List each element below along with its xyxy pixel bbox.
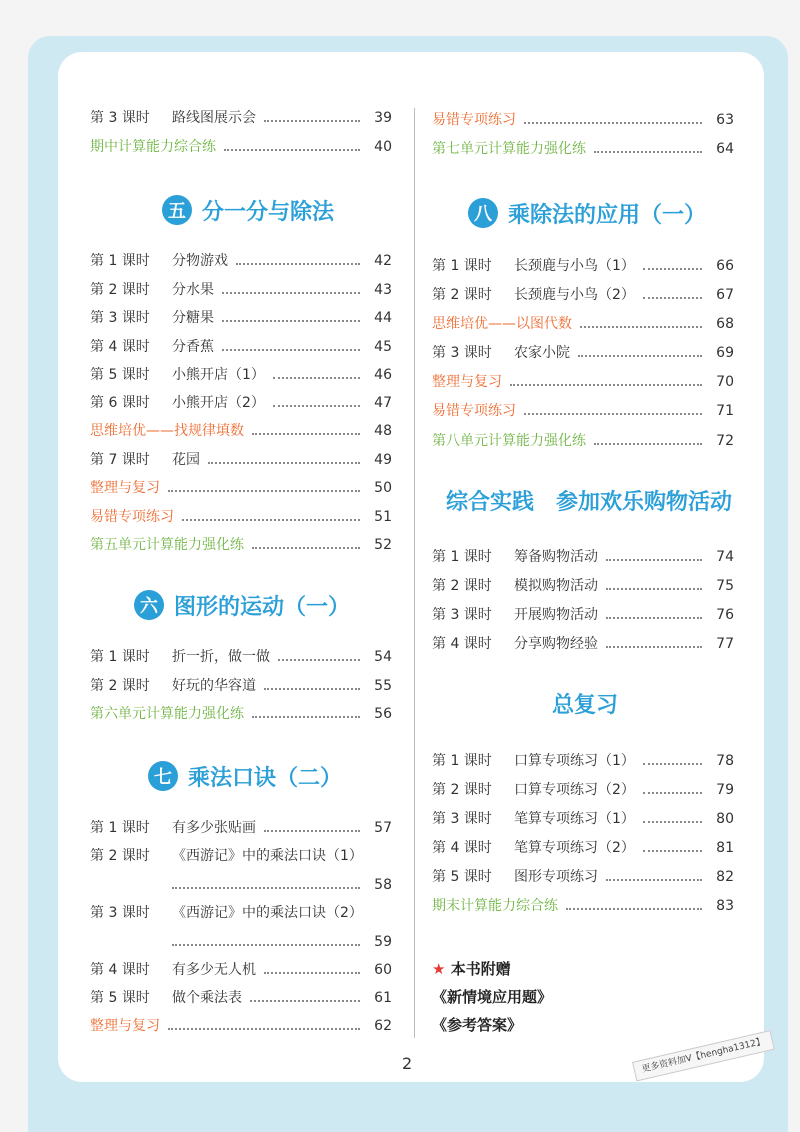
entry-title: 口算专项练习（2）: [514, 782, 635, 798]
page-ref: 55: [374, 678, 392, 694]
entry-title: 期末计算能力综合练: [432, 898, 558, 914]
dot-leader: [264, 120, 360, 122]
toc-row[interactable]: [432, 807, 734, 831]
toc-row[interactable]: [90, 249, 392, 273]
page-ref: 64: [716, 141, 734, 157]
page-ref: 63: [716, 112, 734, 128]
page-ref: 72: [716, 433, 734, 449]
dot-leader: [580, 326, 702, 328]
toc-row[interactable]: [90, 645, 392, 669]
toc-row[interactable]: [432, 370, 734, 394]
bonus-heading-text: 本书附赠: [450, 960, 511, 978]
page-ref: 79: [716, 782, 734, 798]
toc-row[interactable]: [432, 603, 734, 627]
section-heading: 综合实践 参加欢乐购物活动: [446, 490, 733, 515]
entry-title: 分糖果: [172, 310, 214, 326]
entry-title: 《西游记》中的乘法口诀（1）: [172, 848, 363, 864]
entry-title: 口算专项练习（1）: [514, 753, 635, 769]
section-heading: 总复习: [552, 693, 619, 718]
entry-title: 分水果: [172, 282, 214, 298]
toc-row[interactable]: [90, 106, 392, 130]
lesson-number: 第 5 课时: [432, 869, 492, 885]
page-ref: 76: [716, 607, 734, 623]
toc-row[interactable]: [90, 986, 392, 1010]
entry-title: 思维培优——找规律填数: [90, 423, 244, 439]
entry-title: 图形专项练习: [514, 869, 598, 885]
entry-title: 小熊开店（2）: [172, 395, 265, 411]
dot-leader: [643, 792, 702, 794]
entry-title: 《西游记》中的乘法口诀（2）: [172, 905, 363, 921]
dot-leader: [172, 944, 360, 946]
toc-row[interactable]: [90, 135, 392, 159]
dot-leader: [264, 972, 360, 974]
dot-leader: [222, 349, 360, 351]
dot-leader: [643, 297, 702, 299]
lesson-number: 第 2 课时: [90, 282, 150, 298]
lesson-number: 第 2 课时: [432, 578, 492, 594]
page-ref: 54: [374, 649, 392, 665]
dot-leader: [250, 1000, 360, 1002]
lesson-number: 第 2 课时: [90, 848, 150, 864]
toc-row[interactable]: [90, 306, 392, 330]
lesson-number: 第 5 课时: [90, 367, 150, 383]
entry-title: 模拟购物活动: [514, 578, 598, 594]
dot-leader: [606, 879, 702, 881]
entry-title: 做个乘法表: [172, 990, 242, 1006]
toc-row[interactable]: [432, 137, 734, 161]
page-ref: 42: [374, 253, 392, 269]
page-ref: 71: [716, 403, 734, 419]
dot-leader: [168, 490, 360, 492]
lesson-number: 第 3 课时: [432, 345, 492, 361]
lesson-number: 第 6 课时: [90, 395, 150, 411]
bonus-heading: [432, 958, 511, 979]
page-ref: 74: [716, 549, 734, 565]
unit-number-badge: 六: [134, 590, 164, 620]
toc-row[interactable]: [90, 335, 392, 359]
entry-title: 整理与复习: [90, 1018, 160, 1034]
toc-row[interactable]: [432, 865, 734, 889]
entry-title: 分香蕉: [172, 339, 214, 355]
page-number: 2: [402, 1054, 413, 1073]
unit-number-badge: 七: [148, 761, 178, 791]
entry-title: 思维培优——以图代数: [432, 316, 572, 332]
unit-number-badge: 五: [162, 195, 192, 225]
entry-title: 开展购物活动: [514, 607, 598, 623]
entry-title: 路线图展示会: [172, 110, 256, 126]
page-ref: 62: [374, 1018, 392, 1034]
page-ref: 58: [374, 877, 392, 893]
toc-row[interactable]: [432, 894, 734, 918]
unit-title: 分一分与除法: [202, 199, 335, 225]
lesson-number: 第 1 课时: [90, 649, 150, 665]
entry-title: 长颈鹿与小鸟（1）: [514, 258, 635, 274]
dot-leader: [524, 413, 702, 415]
entry-title: 易错专项练习: [90, 509, 174, 525]
dot-leader: [222, 320, 360, 322]
entry-title: 折一折，做一做: [172, 649, 270, 665]
page-ref: 48: [374, 423, 392, 439]
lesson-number: 第 7 课时: [90, 452, 150, 468]
page-ref: 82: [716, 869, 734, 885]
entry-title: 易错专项练习: [432, 112, 516, 128]
toc-row[interactable]: [90, 278, 392, 302]
toc-row[interactable]: [90, 391, 392, 415]
entry-title: 整理与复习: [90, 480, 160, 496]
dot-leader: [566, 908, 702, 910]
dot-leader: [594, 443, 702, 445]
dot-leader: [273, 377, 360, 379]
lesson-number: 第 2 课时: [90, 678, 150, 694]
page-ref: 59: [374, 934, 392, 950]
toc-row[interactable]: [432, 341, 734, 365]
entry-title: 花园: [172, 452, 200, 468]
toc-row[interactable]: [432, 108, 734, 132]
lesson-number: 第 1 课时: [90, 253, 150, 269]
toc-row[interactable]: [90, 419, 392, 443]
entry-title: 期中计算能力综合练: [90, 139, 216, 155]
column-divider: [414, 108, 415, 1038]
unit-number-badge: 八: [468, 198, 498, 228]
bonus-item: 《参考答案》: [432, 1016, 523, 1034]
dot-leader: [273, 405, 360, 407]
page-ref: 61: [374, 990, 392, 1006]
lesson-number: 第 4 课时: [90, 962, 150, 978]
toc-row[interactable]: [432, 399, 734, 423]
dot-leader: [208, 462, 360, 464]
dot-leader: [252, 433, 360, 435]
dot-leader: [264, 830, 360, 832]
unit-heading: [148, 756, 342, 796]
entry-title: 好玩的华容道: [172, 678, 256, 694]
entry-title: 农家小院: [514, 345, 570, 361]
toc-row[interactable]: [90, 901, 392, 925]
lesson-number: 第 1 课时: [90, 820, 150, 836]
dot-leader: [224, 149, 360, 151]
page-ref: 51: [374, 509, 392, 525]
page-ref: 39: [374, 110, 392, 126]
lesson-number: 第 3 课时: [90, 310, 150, 326]
toc-row[interactable]: [432, 632, 734, 656]
dot-leader: [172, 887, 360, 889]
page-ref: 43: [374, 282, 392, 298]
lesson-number: 第 1 课时: [432, 258, 492, 274]
dot-leader: [643, 850, 702, 852]
entry-title: 筹备购物活动: [514, 549, 598, 565]
lesson-number: 第 3 课时: [432, 607, 492, 623]
dot-leader: [578, 355, 702, 357]
entry-title: 长颈鹿与小鸟（2）: [514, 287, 635, 303]
toc-row[interactable]: [90, 448, 392, 472]
toc-row[interactable]: [90, 674, 392, 698]
unit-heading: [162, 190, 334, 230]
entry-title: 第五单元计算能力强化练: [90, 537, 244, 553]
dot-leader: [236, 263, 360, 265]
dot-leader: [594, 151, 702, 153]
page-ref: 67: [716, 287, 734, 303]
watermark-stamp: 更多资料加V【hengha1312】: [632, 1030, 775, 1081]
page-ref: 60: [374, 962, 392, 978]
dot-leader: [606, 588, 702, 590]
lesson-number: 第 4 课时: [432, 840, 492, 856]
unit-heading: [468, 193, 706, 233]
dot-leader: [252, 716, 360, 718]
toc-row[interactable]: [90, 363, 392, 387]
toc-row[interactable]: [90, 844, 392, 868]
entry-title: 第六单元计算能力强化练: [90, 706, 244, 722]
page-ref: 66: [716, 258, 734, 274]
page-ref: 45: [374, 339, 392, 355]
bonus-item: 《新情境应用题》: [432, 988, 553, 1006]
dot-leader: [510, 384, 702, 386]
page-ref: 77: [716, 636, 734, 652]
entry-title: 第七单元计算能力强化练: [432, 141, 586, 157]
page-ref: 49: [374, 452, 392, 468]
lesson-number: 第 2 课时: [432, 782, 492, 798]
page-ref: 70: [716, 374, 734, 390]
unit-title: 图形的运动（一）: [174, 594, 351, 620]
lesson-number: 第 1 课时: [432, 549, 492, 565]
entry-title: 分享购物经验: [514, 636, 598, 652]
toc-row[interactable]: [90, 702, 392, 726]
dot-leader: [606, 646, 702, 648]
lesson-number: 第 2 课时: [432, 287, 492, 303]
toc-row[interactable]: [90, 1014, 392, 1038]
lesson-number: 第 4 课时: [90, 339, 150, 355]
dot-leader: [278, 659, 360, 661]
entry-title: 小熊开店（1）: [172, 367, 265, 383]
toc-row[interactable]: [90, 533, 392, 557]
dot-leader: [182, 519, 360, 521]
entry-title: 有多少张贴画: [172, 820, 256, 836]
unit-title: 乘法口诀（二）: [188, 765, 343, 791]
dot-leader: [606, 559, 702, 561]
page-ref: 78: [716, 753, 734, 769]
page-ref: 68: [716, 316, 734, 332]
dot-leader: [168, 1028, 360, 1030]
toc-row[interactable]: [432, 283, 734, 307]
page-ref: 50: [374, 480, 392, 496]
lesson-number: 第 5 课时: [90, 990, 150, 1006]
dot-leader: [222, 292, 360, 294]
page-ref: 44: [374, 310, 392, 326]
entry-title: 有多少无人机: [172, 962, 256, 978]
toc-row[interactable]: [432, 429, 734, 453]
entry-title: 整理与复习: [432, 374, 502, 390]
dot-leader: [643, 821, 702, 823]
page-ref: 80: [716, 811, 734, 827]
page-ref: 57: [374, 820, 392, 836]
page-ref: 81: [716, 840, 734, 856]
toc-row[interactable]: [90, 958, 392, 982]
dot-leader: [643, 268, 702, 270]
toc-row[interactable]: [90, 476, 392, 500]
lesson-number: 第 4 课时: [432, 636, 492, 652]
page-ref: 69: [716, 345, 734, 361]
entry-title: 笔算专项练习（2）: [514, 840, 635, 856]
dot-leader: [606, 617, 702, 619]
dot-leader: [252, 547, 360, 549]
lesson-number: 第 1 课时: [432, 753, 492, 769]
dot-leader: [524, 122, 702, 124]
unit-title: 乘除法的应用（一）: [508, 202, 707, 228]
entry-title: 分物游戏: [172, 253, 228, 269]
unit-heading: [134, 585, 350, 625]
toc-row[interactable]: [432, 312, 734, 336]
toc-row[interactable]: [432, 254, 734, 278]
page-ref: 83: [716, 898, 734, 914]
toc-row[interactable]: [432, 778, 734, 802]
toc-row-continuation[interactable]: [172, 873, 392, 897]
lesson-number: 第 3 课时: [90, 110, 150, 126]
entry-title: 笔算专项练习（1）: [514, 811, 635, 827]
page-ref: 56: [374, 706, 392, 722]
star-icon: ★: [432, 960, 446, 978]
toc-row[interactable]: [90, 816, 392, 840]
toc-row[interactable]: [432, 574, 734, 598]
page-ref: 52: [374, 537, 392, 553]
page-ref: 47: [374, 395, 392, 411]
page-ref: 46: [374, 367, 392, 383]
page-ref: 75: [716, 578, 734, 594]
dot-leader: [643, 763, 702, 765]
lesson-number: 第 3 课时: [432, 811, 492, 827]
page-ref: 40: [374, 139, 392, 155]
toc-row[interactable]: [432, 545, 734, 569]
entry-title: 易错专项练习: [432, 403, 516, 419]
toc-row[interactable]: [432, 749, 734, 773]
toc-row[interactable]: [90, 505, 392, 529]
dot-leader: [264, 688, 360, 690]
lesson-number: 第 3 课时: [90, 905, 150, 921]
toc-row-continuation[interactable]: [172, 930, 392, 954]
entry-title: 第八单元计算能力强化练: [432, 433, 586, 449]
toc-row[interactable]: [432, 836, 734, 860]
